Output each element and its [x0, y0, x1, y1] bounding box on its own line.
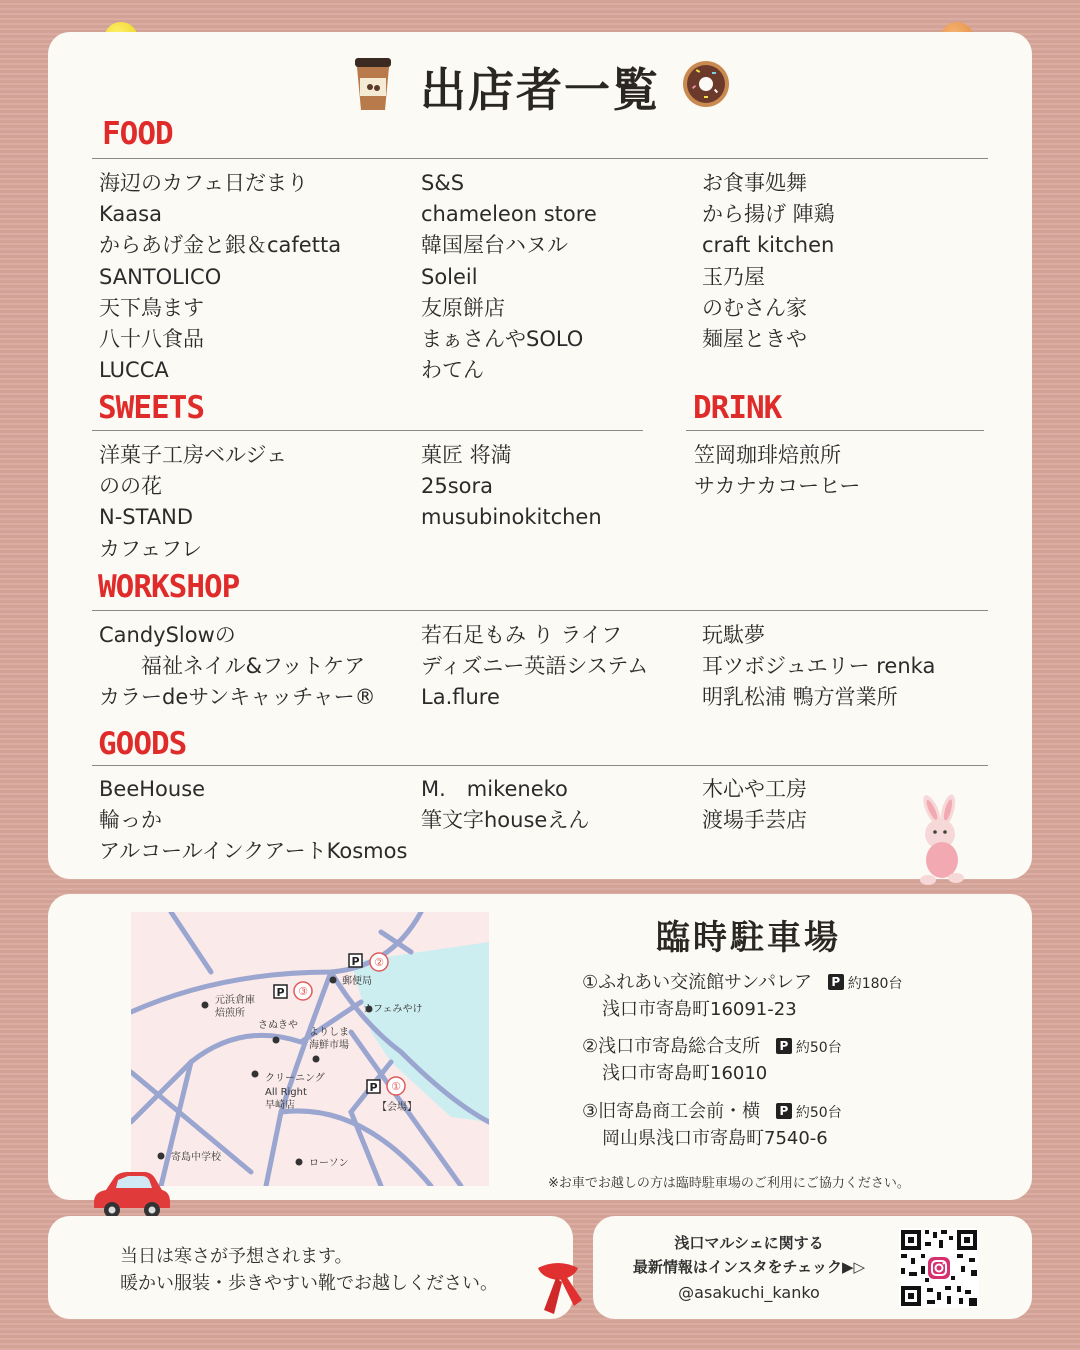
instagram-card — [593, 1216, 1032, 1319]
drink-heading: DRINK — [693, 390, 782, 426]
insta-line-1: 浅口マルシェに関する — [674, 1234, 824, 1252]
svg-text:P: P — [276, 986, 285, 999]
list-item: La.flure — [421, 685, 500, 710]
notice-card — [48, 1216, 573, 1319]
parking-badge: P — [776, 1103, 792, 1119]
parking-capacity: 約50台 — [795, 1105, 842, 1121]
list-item: 麺屋ときや — [702, 326, 807, 351]
list-item: カラーdeサンキャッチャー® — [99, 685, 376, 710]
svg-text:③: ③ — [298, 985, 308, 998]
workshop-column-3 — [702, 620, 935, 714]
parking-lot-name: ①ふれあい交流館サンパレア — [582, 972, 812, 993]
list-item: 菓匠 将満 — [421, 443, 512, 467]
sweets-divider — [92, 430, 643, 431]
sweets-heading: SWEETS — [98, 390, 204, 426]
list-item: から揚げ 陣鶏 — [702, 202, 835, 227]
list-item: 耳ツボジュエリー renka — [702, 654, 936, 679]
list-item: アルコールインクアートKosmos — [99, 839, 408, 864]
list-item: Kaasa — [99, 202, 162, 227]
parking-capacity: 約50台 — [795, 1040, 842, 1056]
list-item: お食事処舞 — [702, 171, 807, 195]
insta-line-2: 最新情報はインスタをチェック▶▷ — [632, 1258, 866, 1276]
list-item: 玉乃屋 — [702, 264, 765, 289]
list-item: ディズニー英語システム — [421, 654, 649, 679]
list-item: のむさん家 — [702, 295, 807, 320]
coffee-cup-icon — [352, 58, 394, 112]
list-item: サカナカコーヒー — [694, 474, 861, 499]
list-item: LUCCA — [99, 358, 169, 383]
list-item: 洋菓子工房ベルジェ — [99, 443, 288, 467]
list-item: S&S — [421, 171, 465, 195]
workshop-divider — [92, 610, 988, 611]
svg-text:【会場】: 【会場】 — [377, 1102, 417, 1113]
food-divider — [92, 158, 988, 159]
drink-column-1 — [694, 440, 860, 502]
list-item: のの花 — [99, 474, 162, 499]
sweets-column-2 — [421, 440, 602, 534]
car-icon — [88, 1166, 174, 1222]
workshop-column-1 — [99, 620, 376, 714]
svg-text:海鮮市場: 海鮮市場 — [309, 1040, 349, 1051]
food-heading: FOOD — [102, 116, 173, 152]
list-item: SANTOLICO — [99, 264, 222, 289]
svg-text:焙煎所: 焙煎所 — [215, 1008, 245, 1019]
donut-icon — [682, 60, 730, 108]
notice-line-1: 当日は寒さが予想されます。 — [120, 1246, 353, 1267]
list-item: 若石足もみ り ライフ — [421, 623, 623, 647]
svg-text:さぬきや: さぬきや — [258, 1020, 298, 1031]
list-item: 海辺のカフェ日だまり — [99, 171, 308, 195]
list-item: わてん — [421, 358, 484, 383]
workshop-column-2 — [421, 620, 648, 714]
list-item: カフェフレ — [99, 536, 203, 561]
workshop-heading: WORKSHOP — [98, 569, 240, 605]
parking-lot-2 — [582, 1034, 842, 1087]
svg-text:P: P — [351, 955, 360, 968]
goods-column-2 — [421, 774, 589, 836]
parking-card — [48, 894, 1032, 1200]
list-item: chameleon store — [421, 202, 597, 227]
drink-divider — [686, 430, 984, 431]
list-item: 福祉ネイル&フットケア — [99, 654, 366, 679]
list-item: BeeHouse — [99, 777, 206, 801]
svg-text:クリーニング: クリーニング — [265, 1073, 325, 1084]
list-item: 玩駄夢 — [702, 623, 765, 647]
svg-text:②: ② — [374, 956, 384, 969]
list-item: 友原餅店 — [421, 295, 505, 320]
list-item: まぁさんやSOLO — [421, 326, 584, 351]
list-item: 八十八食品 — [99, 326, 204, 351]
sweets-column-1 — [99, 440, 287, 565]
parking-badge: P — [828, 974, 844, 990]
parking-lot-name: ②浅口市寄島総合支所 — [582, 1036, 761, 1057]
food-column-3 — [702, 168, 835, 355]
food-column-2 — [421, 168, 597, 386]
svg-text:早崎店: 早崎店 — [265, 1100, 295, 1111]
area-map — [131, 912, 489, 1186]
list-item: 渡場手芸店 — [702, 808, 807, 833]
list-item: musubinokitchen — [421, 505, 602, 530]
svg-text:カフェみやけ: カフェみやけ — [363, 1004, 423, 1015]
list-item: craft kitchen — [702, 233, 835, 258]
svg-text:郵便局: 郵便局 — [342, 976, 372, 987]
goods-heading: GOODS — [98, 726, 187, 762]
parking-title: 臨時駐車場 — [656, 918, 841, 958]
list-item: 筆文字houseえん — [421, 808, 590, 833]
svg-text:All Right: All Right — [265, 1087, 307, 1098]
list-item: からあげ金と銀＆cafetta — [99, 233, 342, 258]
parking-address: 浅口市寄島町16091-23 — [602, 999, 797, 1020]
svg-text:元浜倉庫: 元浜倉庫 — [215, 995, 255, 1006]
svg-text:寄島中学校: 寄島中学校 — [171, 1152, 221, 1163]
qr-code-icon[interactable] — [899, 1228, 979, 1308]
food-column-1 — [99, 168, 341, 386]
svg-text:ローソン: ローソン — [309, 1158, 349, 1169]
list-item: 韓国屋台ハヌル — [421, 233, 568, 258]
vendor-list-card — [48, 32, 1032, 879]
parking-lot-3 — [582, 1099, 842, 1152]
svg-text:よりしま: よりしま — [309, 1027, 349, 1038]
goods-column-1 — [99, 774, 407, 868]
list-item: Soleil — [421, 264, 478, 289]
list-item: M. mikeneko — [421, 777, 568, 801]
svg-text:P: P — [369, 1081, 378, 1094]
parking-capacity: 約180台 — [847, 976, 903, 992]
list-item: CandySlowの — [99, 623, 236, 647]
parking-note: ※お車でお越しの方は臨時駐車場のご利用にご協力ください。 — [548, 1176, 910, 1191]
list-item: 天下鳥ます — [99, 295, 204, 320]
notice-line-2: 暖かい服装・歩きやすい靴でお越しください。 — [120, 1273, 498, 1294]
list-item: N-STAND — [99, 505, 194, 530]
list-item: 25sora — [421, 474, 494, 499]
parking-address: 岡山県浅口市寄島町7540-6 — [602, 1128, 828, 1149]
list-item: 木心や工房 — [702, 777, 807, 801]
goods-column-3 — [702, 774, 807, 836]
parking-lot-name: ③旧寄島商工会前・横 — [582, 1101, 761, 1122]
parking-address: 浅口市寄島町16010 — [602, 1063, 768, 1084]
parking-lot-1 — [582, 970, 902, 1023]
scarf-icon — [530, 1260, 586, 1320]
list-item: 明乳松浦 鴨方営業所 — [702, 685, 898, 710]
parking-badge: P — [776, 1038, 792, 1054]
bunny-icon — [906, 794, 978, 890]
page-title: 出店者一覧 — [420, 63, 660, 117]
list-item: 輪っか — [99, 808, 162, 833]
svg-text:①: ① — [391, 1080, 401, 1093]
goods-divider — [92, 765, 988, 766]
instagram-handle[interactable]: @asakuchi_kanko — [678, 1283, 820, 1302]
list-item: 笠岡珈琲焙煎所 — [694, 443, 841, 467]
